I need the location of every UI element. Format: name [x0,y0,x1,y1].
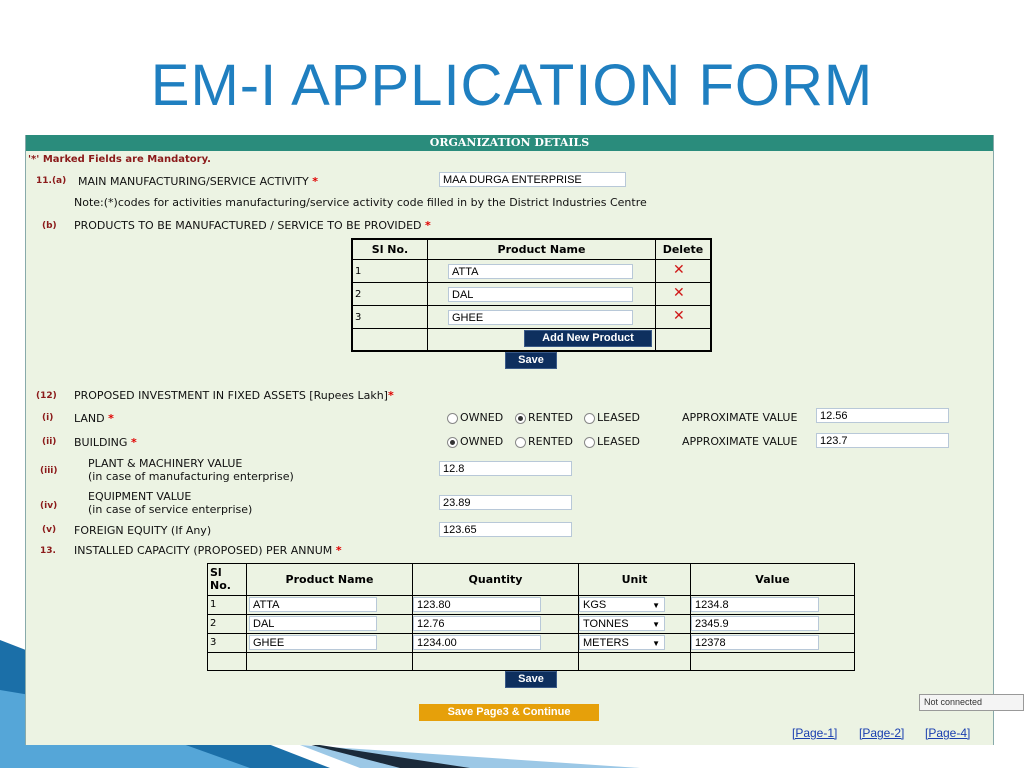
cap-product-cell [247,634,413,653]
chevron-down-icon: ▼ [652,639,660,648]
delete-cell [656,283,710,306]
cap-qty-cell [413,634,579,653]
building-label-text: BUILDING [74,436,128,449]
building-label [74,436,137,449]
delete-icon[interactable]: ✕ [673,285,685,301]
save-products-button[interactable]: Save [505,352,557,369]
save-continue-button[interactable]: Save Page3 & Continue [419,704,599,721]
empty-cell [579,653,691,670]
product-row [428,306,656,329]
q11b-number: (b) [42,221,57,231]
activity-input[interactable]: MAA DURGA ENTERPRISE [439,172,626,187]
cap-row-sl: 2 [208,615,247,634]
land-option-leased[interactable] [584,411,640,424]
product-name-input[interactable]: ATTA [448,264,633,279]
option-label: OWNED [460,435,504,448]
unit-select-value: KGS [583,599,607,611]
unit-select-value: TONNES [583,618,629,630]
q12-label [74,389,394,402]
radio-icon [515,413,526,424]
cap-value-cell [691,615,854,634]
radio-icon [584,437,595,448]
page-link-1[interactable]: [Page-1] [792,726,838,740]
building-option-owned[interactable] [447,435,503,448]
foreign-number: (v) [42,525,57,535]
cap-unit-cell [579,634,691,653]
plant-number: (iii) [40,466,58,476]
required-star: * [425,219,431,232]
required-star: * [312,175,319,188]
q12-number: (12) [36,391,57,401]
land-number: (i) [42,413,54,423]
delete-icon[interactable]: ✕ [673,308,685,324]
delete-cell [656,306,710,329]
empty-cell [208,653,247,670]
unit-select[interactable] [579,616,665,631]
unit-select-value: METERS [583,637,629,649]
unit-select[interactable] [579,597,665,612]
q11-number: 11.(a) [36,176,67,186]
foreign-value-input[interactable]: 123.65 [439,522,572,537]
cap-unit-cell [579,596,691,615]
building-number: (ii) [42,437,57,447]
mandatory-note: '*' Marked Fields are Mandatory. [28,154,211,165]
cap-product-input[interactable]: GHEE [249,635,377,650]
product-row [428,260,656,283]
cap-product-input[interactable]: ATTA [249,597,377,612]
land-option-owned[interactable] [447,411,503,424]
empty-cell [691,653,854,670]
q13-label [74,544,342,557]
product-name-input[interactable]: DAL [448,287,633,302]
required-star: * [108,412,114,425]
page-link-2[interactable]: [Page-2] [859,726,905,740]
form-panel [25,135,994,745]
land-label [74,412,114,425]
plant-label [88,457,294,483]
building-option-rented[interactable] [515,435,573,448]
empty-cell [656,329,710,350]
row-sl: 1 [353,260,428,283]
radio-icon [584,413,595,424]
radio-icon [447,437,458,448]
cap-header-product: Product Name [247,564,413,596]
cap-value-input[interactable]: 12378 [691,635,819,650]
cap-row-sl: 1 [208,596,247,615]
equipment-value-input[interactable]: 23.89 [439,495,572,510]
connection-status-tooltip: Not connected [919,694,1024,711]
col-header-delete: Delete [656,240,710,260]
q13-label-text: INSTALLED CAPACITY (PROPOSED) PER ANNUM [74,544,333,557]
capacity-table [207,563,855,671]
slide-title: EM-I APPLICATION FORM [150,53,874,118]
building-value-input[interactable]: 123.7 [816,433,949,448]
building-option-leased[interactable] [584,435,640,448]
plant-label-line2: (in case of manufacturing enterprise) [88,470,294,483]
cap-qty-input[interactable]: 123.80 [413,597,541,612]
q11-label-text: MAIN MANUFACTURING/SERVICE ACTIVITY [78,175,309,188]
q11-label [78,175,318,188]
cap-qty-input[interactable]: 1234.00 [413,635,541,650]
product-row [428,283,656,306]
radio-icon [447,413,458,424]
land-approx-label: APPROXIMATE VALUE [682,411,798,424]
equipment-label-line2: (in case of service enterprise) [88,503,253,516]
plant-value-input[interactable]: 12.8 [439,461,572,476]
empty-cell [353,329,428,350]
row-sl: 3 [353,306,428,329]
cap-value-input[interactable]: 2345.9 [691,616,819,631]
section-header: ORGANIZATION DETAILS [26,135,993,151]
chevron-down-icon: ▼ [652,620,660,629]
product-name-input[interactable]: GHEE [448,310,633,325]
empty-cell [247,653,413,670]
equipment-label-line1: EQUIPMENT VALUE [88,490,192,503]
delete-icon[interactable]: ✕ [673,262,685,278]
cap-product-cell [247,615,413,634]
page-link-4[interactable]: [Page-4] [925,726,971,740]
required-star: * [335,544,342,557]
option-label: LEASED [597,411,641,424]
land-value-input[interactable]: 12.56 [816,408,949,423]
save-capacity-button[interactable]: Save [505,671,557,688]
col-header-slno: Sl No. [353,240,428,260]
cap-row-sl: 3 [208,634,247,653]
cap-product-input[interactable]: DAL [249,616,377,631]
option-label: RENTED [528,435,573,448]
col-header-product: Product Name [428,240,656,260]
cap-qty-input[interactable]: 12.76 [413,616,541,631]
land-option-rented[interactable] [515,411,573,424]
cap-unit-cell [579,615,691,634]
row-sl: 2 [353,283,428,306]
equipment-label [88,490,252,516]
building-approx-label: APPROXIMATE VALUE [682,435,798,448]
q12-label-text: PROPOSED INVESTMENT IN FIXED ASSETS [Rupees Lakh] [74,389,388,402]
option-label: LEASED [597,435,641,448]
option-label: RENTED [528,411,573,424]
land-label-text: LAND [74,412,105,425]
cap-header-quantity: Quantity [413,564,579,596]
plant-label-line1: PLANT & MACHINERY VALUE [88,457,243,470]
add-cell [428,329,656,350]
required-star: * [130,436,137,449]
cap-value-cell [691,634,854,653]
option-label: OWNED [460,411,504,424]
products-table [351,238,712,352]
q11b-label [74,219,431,232]
q13-number: 13. [40,546,56,556]
q11b-label-text: PRODUCTS TO BE MANUFACTURED / SERVICE TO BE PROVIDED [74,219,422,232]
empty-cell [413,653,579,670]
cap-value-cell [691,596,854,615]
radio-icon [515,437,526,448]
cap-product-cell [247,596,413,615]
delete-cell [656,260,710,283]
cap-header-slno: Sl No. [208,564,247,596]
chevron-down-icon: ▼ [652,601,660,610]
cap-value-input[interactable]: 1234.8 [691,597,819,612]
foreign-label: FOREIGN EQUITY (If Any) [74,524,212,537]
required-star: * [387,389,394,402]
cap-qty-cell [413,615,579,634]
cap-header-unit: Unit [579,564,691,596]
activity-note: Note:(*)codes for activities manufacturing/service activity code filled in by the District Industries Centre [74,196,647,209]
add-new-product-button[interactable]: Add New Product [524,330,652,347]
equipment-number: (iv) [40,501,58,511]
cap-header-value: Value [691,564,854,596]
cap-qty-cell [413,596,579,615]
unit-select[interactable] [579,635,665,650]
